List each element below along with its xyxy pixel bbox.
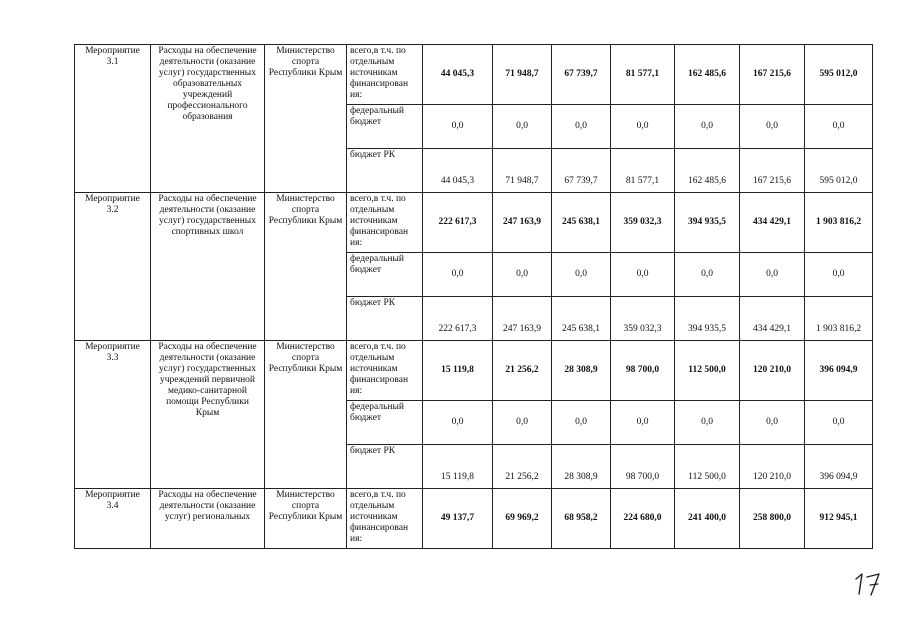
- value-cell: 0,0: [805, 401, 873, 445]
- value-cell: 81 577,1: [611, 149, 675, 193]
- value-cell: 0,0: [675, 253, 740, 297]
- value-cell: 112 500,0: [675, 445, 740, 489]
- value-cell: 394 935,5: [675, 297, 740, 341]
- value-cell: 44 045,3: [423, 149, 493, 193]
- value-cell: 0,0: [675, 401, 740, 445]
- value-cell: 81 577,1: [611, 45, 675, 105]
- value-cell: 396 094,9: [805, 445, 873, 489]
- budget-table: [74, 44, 873, 549]
- table-body: [75, 45, 873, 549]
- value-cell: 162 485,6: [675, 45, 740, 105]
- value-cell: 21 256,2: [493, 445, 552, 489]
- value-cell: 44 045,3: [423, 45, 493, 105]
- value-cell: 28 308,9: [552, 341, 611, 401]
- value-cell: 222 617,3: [423, 193, 493, 253]
- source-label-cell: федеральный бюджет: [347, 401, 423, 445]
- value-cell: 112 500,0: [675, 341, 740, 401]
- source-label-cell: бюджет РК: [347, 297, 423, 341]
- value-cell: 67 739,7: [552, 149, 611, 193]
- value-cell: 71 948,7: [493, 45, 552, 105]
- value-cell: 0,0: [552, 105, 611, 149]
- value-cell: 49 137,7: [423, 489, 493, 549]
- source-label-cell: федеральный бюджет: [347, 105, 423, 149]
- value-cell: 0,0: [805, 105, 873, 149]
- value-cell: 0,0: [611, 401, 675, 445]
- value-cell: 0,0: [740, 253, 805, 297]
- value-cell: 0,0: [552, 401, 611, 445]
- value-cell: 162 485,6: [675, 149, 740, 193]
- description-cell: Расходы на обеспечение деятельности (оказание услуг) региональных: [151, 489, 265, 549]
- value-cell: 21 256,2: [493, 341, 552, 401]
- source-label-cell: бюджет РК: [347, 149, 423, 193]
- value-cell: 0,0: [805, 253, 873, 297]
- value-cell: 1 903 816,2: [805, 193, 873, 253]
- measure-cell: Мероприятие 3.2: [75, 193, 151, 341]
- value-cell: 68 958,2: [552, 489, 611, 549]
- value-cell: 0,0: [493, 401, 552, 445]
- value-cell: 167 215,6: [740, 45, 805, 105]
- value-cell: 245 638,1: [552, 193, 611, 253]
- value-cell: 434 429,1: [740, 297, 805, 341]
- source-label-cell: всего,в т.ч. по отдельным источникам финансирован ия:: [347, 45, 423, 105]
- value-cell: 120 210,0: [740, 341, 805, 401]
- value-cell: 71 948,7: [493, 149, 552, 193]
- executor-cell: Министерство спорта Республики Крым: [265, 489, 347, 549]
- value-cell: 247 163,9: [493, 193, 552, 253]
- source-label-cell: всего,в т.ч. по отдельным источникам финансирован ия:: [347, 193, 423, 253]
- value-cell: 912 945,1: [805, 489, 873, 549]
- value-cell: 0,0: [611, 253, 675, 297]
- measure-cell: Мероприятие 3.4: [75, 489, 151, 549]
- value-cell: 69 969,2: [493, 489, 552, 549]
- value-cell: 0,0: [493, 105, 552, 149]
- handwritten-page-number: [850, 568, 890, 598]
- value-cell: 120 210,0: [740, 445, 805, 489]
- value-cell: 224 680,0: [611, 489, 675, 549]
- value-cell: 67 739,7: [552, 45, 611, 105]
- source-label-cell: всего,в т.ч. по отдельным источникам финансирован ия:: [347, 341, 423, 401]
- value-cell: 0,0: [423, 105, 493, 149]
- value-cell: 0,0: [423, 401, 493, 445]
- value-cell: 98 700,0: [611, 341, 675, 401]
- value-cell: 359 032,3: [611, 297, 675, 341]
- total-row: [75, 193, 873, 253]
- value-cell: 595 012,0: [805, 149, 873, 193]
- value-cell: 241 400,0: [675, 489, 740, 549]
- executor-cell: Министерство спорта Республики Крым: [265, 45, 347, 193]
- description-cell: Расходы на обеспечение деятельности (оказание услуг) государственных образовательных учреждений профессионального образования: [151, 45, 265, 193]
- total-row: [75, 341, 873, 401]
- value-cell: 167 215,6: [740, 149, 805, 193]
- description-cell: Расходы на обеспечение деятельности (оказание услуг) государственных учреждений первичной медико-санитарной помощи Республики Крым: [151, 341, 265, 489]
- value-cell: 0,0: [675, 105, 740, 149]
- value-cell: 0,0: [493, 253, 552, 297]
- value-cell: 394 935,5: [675, 193, 740, 253]
- value-cell: 98 700,0: [611, 445, 675, 489]
- source-label-cell: всего,в т.ч. по отдельным источникам финансирован ия:: [347, 489, 423, 549]
- value-cell: 0,0: [423, 253, 493, 297]
- measure-cell: Мероприятие 3.3: [75, 341, 151, 489]
- value-cell: 0,0: [740, 105, 805, 149]
- value-cell: 245 638,1: [552, 297, 611, 341]
- value-cell: 0,0: [552, 253, 611, 297]
- value-cell: 15 119,8: [423, 445, 493, 489]
- value-cell: 15 119,8: [423, 341, 493, 401]
- total-row: [75, 45, 873, 105]
- measure-cell: Мероприятие 3.1: [75, 45, 151, 193]
- value-cell: 396 094,9: [805, 341, 873, 401]
- value-cell: 0,0: [611, 105, 675, 149]
- description-cell: Расходы на обеспечение деятельности (оказание услуг) государственных спортивных школ: [151, 193, 265, 341]
- source-label-cell: бюджет РК: [347, 445, 423, 489]
- executor-cell: Министерство спорта Республики Крым: [265, 193, 347, 341]
- value-cell: 28 308,9: [552, 445, 611, 489]
- executor-cell: Министерство спорта Республики Крым: [265, 341, 347, 489]
- value-cell: 434 429,1: [740, 193, 805, 253]
- value-cell: 222 617,3: [423, 297, 493, 341]
- value-cell: 0,0: [740, 401, 805, 445]
- value-cell: 1 903 816,2: [805, 297, 873, 341]
- value-cell: 258 800,0: [740, 489, 805, 549]
- total-row: [75, 489, 873, 549]
- value-cell: 359 032,3: [611, 193, 675, 253]
- value-cell: 247 163,9: [493, 297, 552, 341]
- value-cell: 595 012,0: [805, 45, 873, 105]
- source-label-cell: федеральный бюджет: [347, 253, 423, 297]
